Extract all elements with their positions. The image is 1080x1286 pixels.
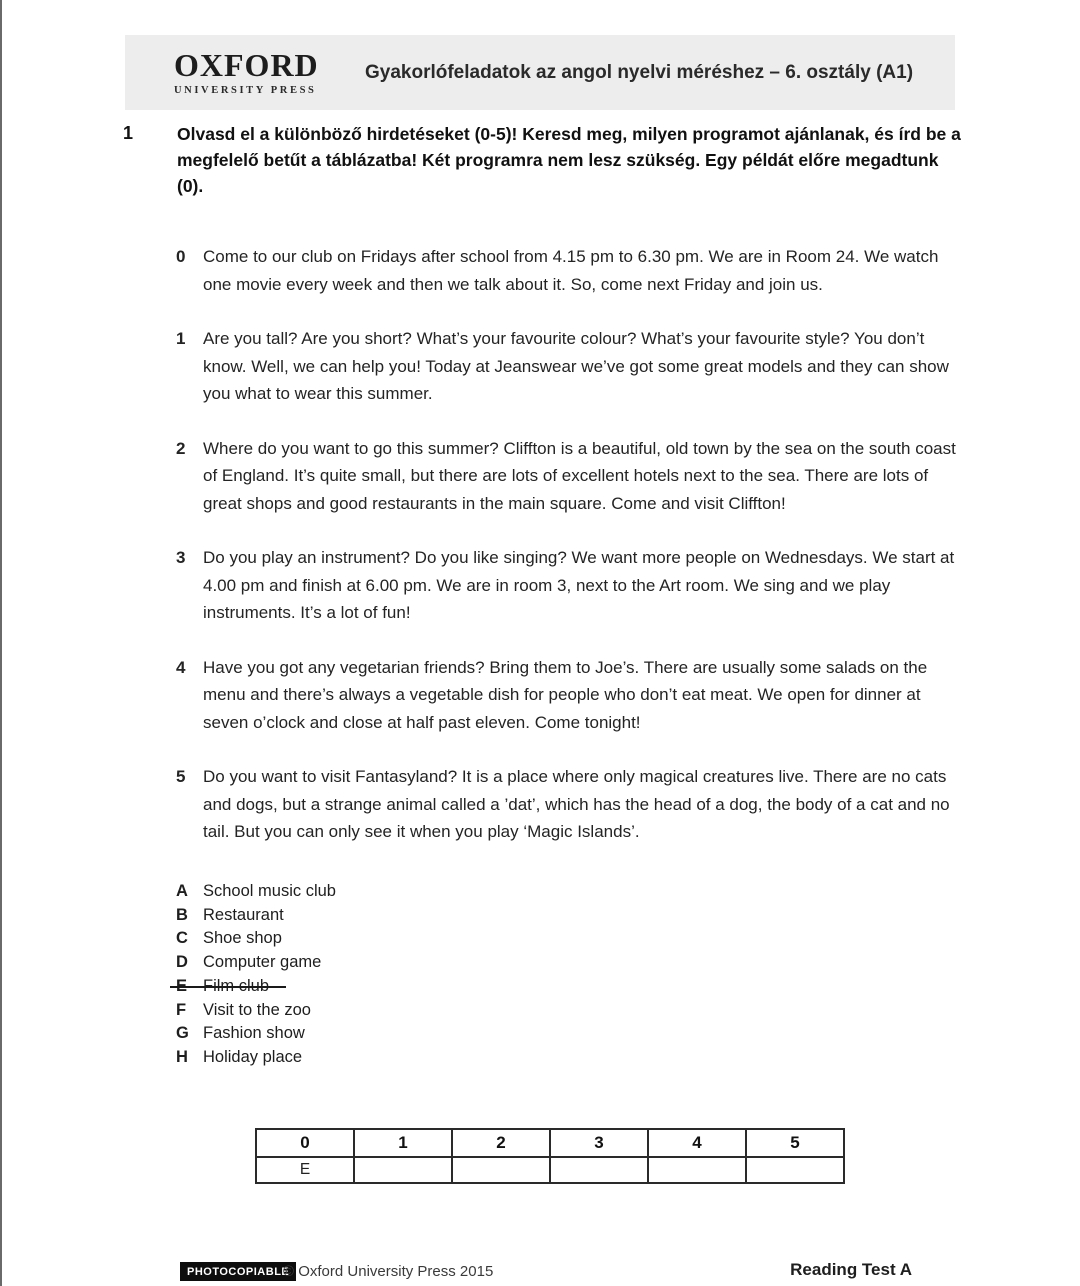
option-label: Holiday place: [203, 1047, 303, 1066]
option-label: Computer game: [203, 953, 322, 972]
answer-table-header-cell: 5: [746, 1129, 844, 1157]
answer-table-header-cell: 2: [452, 1129, 550, 1157]
answer-cell-example: E: [256, 1157, 354, 1183]
option-letter: G: [176, 1024, 189, 1043]
option-letter: A: [176, 882, 188, 900]
advert-0: [176, 243, 962, 298]
scan-edge-line: [0, 0, 2, 1286]
answer-cell-1: [354, 1157, 452, 1183]
advert-1: [176, 325, 962, 408]
advert-text: Have you got any vegetarian friends? Bring them to Joe’s. There are usually some salads on the menu and there’s always a vegetable dish for people who don’t eat meat. We open for dinner at seven o’clock and close at half past eleven. Come tonight!: [203, 657, 928, 732]
option-label: School music club: [203, 882, 336, 900]
answer-cell-2: [452, 1157, 550, 1183]
option-c: [176, 927, 336, 951]
advert-text: Do you play an instrument? Do you like singing? We want more people on Wednesdays. We start at 4.00 pm and finish at 6.00 pm. We are in room 3, next to the Art room. We sing and we play instruments. It’s a lot of fun!: [203, 548, 955, 622]
answer-table-answer-row: [256, 1157, 844, 1183]
option-label: Film club: [203, 976, 270, 995]
oxford-logo: [174, 49, 349, 96]
option-letter: H: [176, 1047, 188, 1066]
answer-table-header-cell: 4: [648, 1129, 746, 1157]
task-instructions: Olvasd el a különböző hirdetéseket (0-5)! Keresd meg, milyen programot ajánlanak, és írd be a megfelelő betűt a táblázatba! Két programra nem lesz szükség. Egy példát előre megadtunk (0).: [177, 124, 961, 196]
answer-cell-4: [648, 1157, 746, 1183]
advert-number: 2: [176, 438, 186, 458]
option-letter: B: [176, 905, 188, 924]
worksheet-title: Gyakorlófeladatok az angol nyelvi méréshez – 6. osztály (A1): [364, 61, 914, 83]
answer-table-header-cell: 3: [550, 1129, 648, 1157]
option-label: Restaurant: [203, 905, 284, 924]
advert-number: 3: [176, 548, 186, 567]
task-number: 1: [123, 123, 134, 143]
option-d: [176, 951, 336, 975]
option-f: [176, 999, 336, 1023]
advert-3: [176, 544, 962, 627]
advert-text: Are you tall? Are you short? What’s your favourite colour? What’s your favourite style? You don’t know. Well, we can help you! Today at Jeanswear we’ve got some great models and they can show you what to wear this summer.: [203, 329, 949, 403]
answer-table-header-cell: 1: [354, 1129, 452, 1157]
advert-number: 0: [176, 247, 186, 266]
option-h: [176, 1046, 336, 1070]
option-b: [176, 904, 336, 928]
advert-5: [176, 763, 962, 846]
option-letter: C: [176, 929, 188, 948]
header-band: [125, 35, 955, 110]
answer-cell-5: [746, 1157, 844, 1183]
options-list: [176, 880, 336, 1070]
advert-2: [176, 435, 962, 518]
option-g: [176, 1022, 336, 1046]
option-a: [176, 880, 336, 904]
copyright-notice: © Oxford University Press 2015: [283, 1263, 494, 1280]
test-name: Reading Test A: [790, 1260, 912, 1279]
option-label: Visit to the zoo: [203, 1000, 311, 1019]
advert-number: 4: [176, 657, 186, 677]
advert-text: Come to our club on Fridays after school from 4.15 pm to 6.30 pm. We are in Room 24. We watch one movie every week and then we talk about it. So, come next Friday and join us.: [203, 247, 939, 294]
advert-text: Do you want to visit Fantasyland? It is a place where only magical creatures live. There are no cats and dogs, but a strange animal called a ’dat’, which has the head of a dog, the body of a cat and no tail. But you can only see it when you play ‘Magic Islands’.: [203, 767, 950, 841]
answer-table-header-cell: 0: [256, 1129, 354, 1157]
option-e-crossed-out: [176, 975, 336, 999]
answer-cell-3: [550, 1157, 648, 1183]
answer-table-header-row: [256, 1129, 844, 1157]
option-letter: D: [176, 953, 188, 972]
advert-number: 1: [176, 329, 186, 348]
advert-number: 5: [176, 767, 186, 786]
advert-4: [176, 654, 962, 737]
oxford-logo-subtitle: UNIVERSITY PRESS: [174, 85, 317, 96]
oxford-logo-wordmark: OXFORD: [174, 47, 319, 83]
option-letter: F: [176, 1000, 187, 1019]
adverts-list: [176, 243, 962, 873]
photocopiable-badge: PHOTOCOPIABLE: [180, 1262, 296, 1281]
answer-table: [255, 1128, 845, 1184]
option-label: Shoe shop: [203, 929, 282, 948]
option-label: Fashion show: [203, 1024, 305, 1043]
advert-text: Where do you want to go this summer? Cliffton is a beautiful, old town by the sea on the south coast of England. It’s quite small, but there are lots of excellent hotels next to the sea. There are lots of great shops and good restaurants in the main square. Come and visit Cliffton!: [203, 438, 956, 513]
option-letter: E: [176, 976, 188, 995]
